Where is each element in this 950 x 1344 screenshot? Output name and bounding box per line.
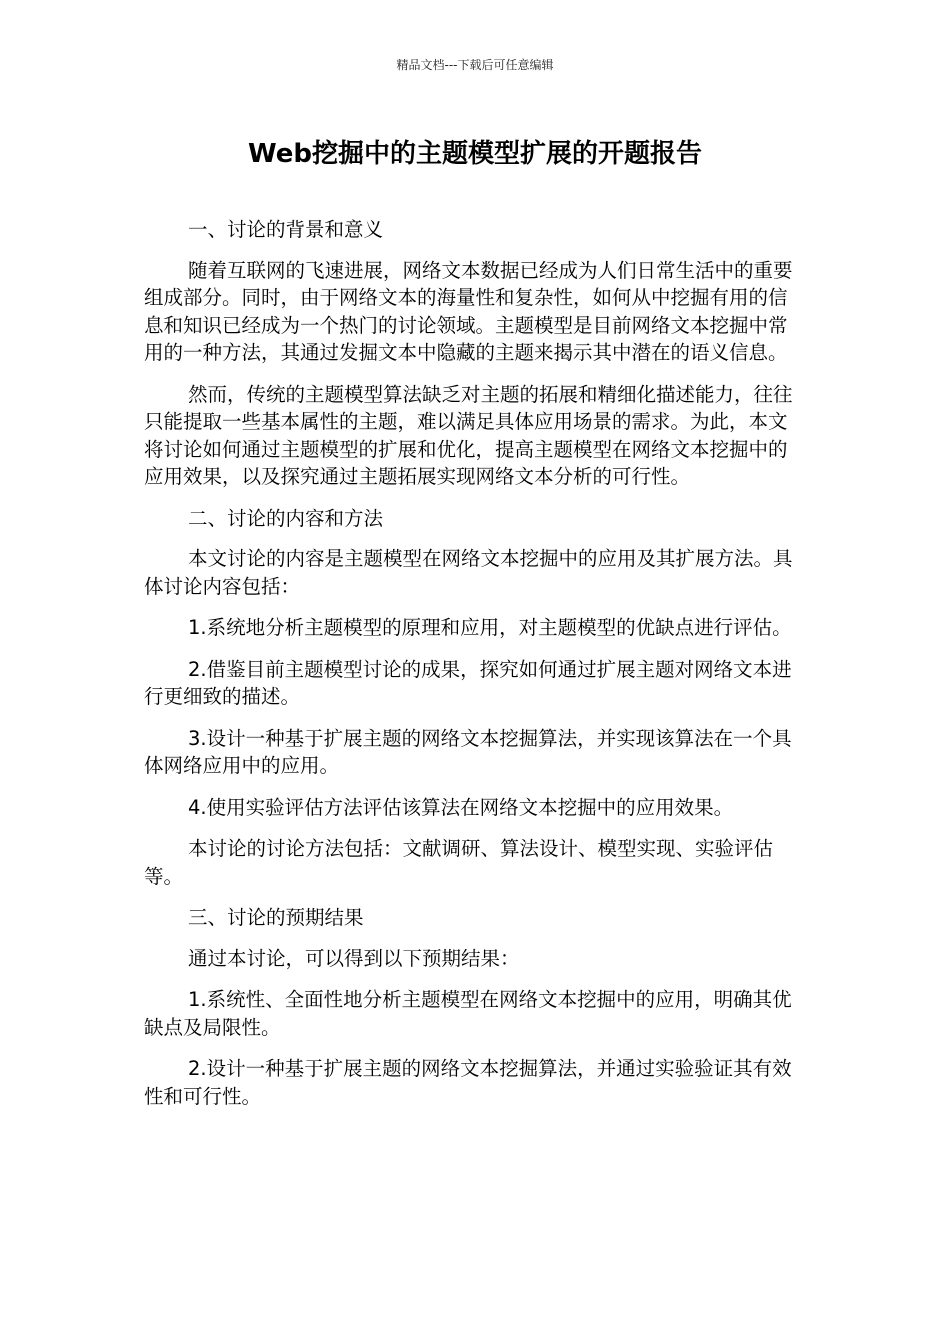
section-3-heading: 三、讨论的预期结果 <box>188 906 364 929</box>
section-2-list-item-2: 2.借鉴目前主题模型讨论的成果，探究如何通过扩展主题对网络文本进行更细致的描述。 <box>144 657 792 708</box>
section-2-list-item-1: 1.系统地分析主题模型的原理和应用，对主题模型的优缺点进行评估。 <box>188 616 792 639</box>
section-3-list-item-2: 2.设计一种基于扩展主题的网络文本挖掘算法，并通过实验验证其有效性和可行性。 <box>144 1057 792 1108</box>
section-1-heading: 一、讨论的背景和意义 <box>188 218 384 241</box>
section-2-paragraph-1: 本文讨论的内容是主题模型在网络文本挖掘中的应用及其扩展方法。具体讨论内容包括： <box>144 547 793 598</box>
document-title: Web挖掘中的主题模型扩展的开题报告 <box>248 139 702 169</box>
document-body <box>144 216 806 1124</box>
section-2-list-item-3: 3.设计一种基于扩展主题的网络文本挖掘算法，并实现该算法在一个具体网络应用中的应用。 <box>144 726 792 777</box>
section-2-paragraph-2: 本讨论的讨论方法包括：文献调研、算法设计、模型实现、实验评估等。 <box>144 837 774 888</box>
header-note: 精品文档---下载后可任意编辑 <box>396 58 554 72</box>
section-2-heading: 二、讨论的内容和方法 <box>188 506 384 530</box>
section-2-list-item-4: 4.使用实验评估方法评估该算法在网络文本挖掘中的应用效果。 <box>188 795 734 819</box>
section-3-list-item-1: 1.系统性、全面性地分析主题模型在网络文本挖掘中的应用，明确其优缺点及局限性。 <box>144 988 792 1039</box>
section-3-paragraph-1: 通过本讨论，可以得到以下预期结果： <box>188 946 520 970</box>
section-1-paragraph-1: 随着互联网的飞速进展，网络文本数据已经成为人们日常生活中的重要组成部分。同时，由于网络文本的海量性和复杂性，如何从中挖掘有用的信息和知识已经成为一个热门的讨论领域。主题模型是目前网络文本挖掘中常用的一种方法，其通过发掘文本中隐藏的主题来揭示其中潜在的语义信息。 <box>144 258 793 364</box>
section-1-paragraph-2: 然而，传统的主题模型算法缺乏对主题的拓展和精细化描述能力，往往只能提取一些基本属性的主题，难以满足具体应用场景的需求。为此，本文将讨论如何通过主题模型的扩展和优化，提高主题模型在网络文本挖掘中的应用效果，以及探究通过主题拓展实现网络文本分析的可行性。 <box>144 382 793 488</box>
